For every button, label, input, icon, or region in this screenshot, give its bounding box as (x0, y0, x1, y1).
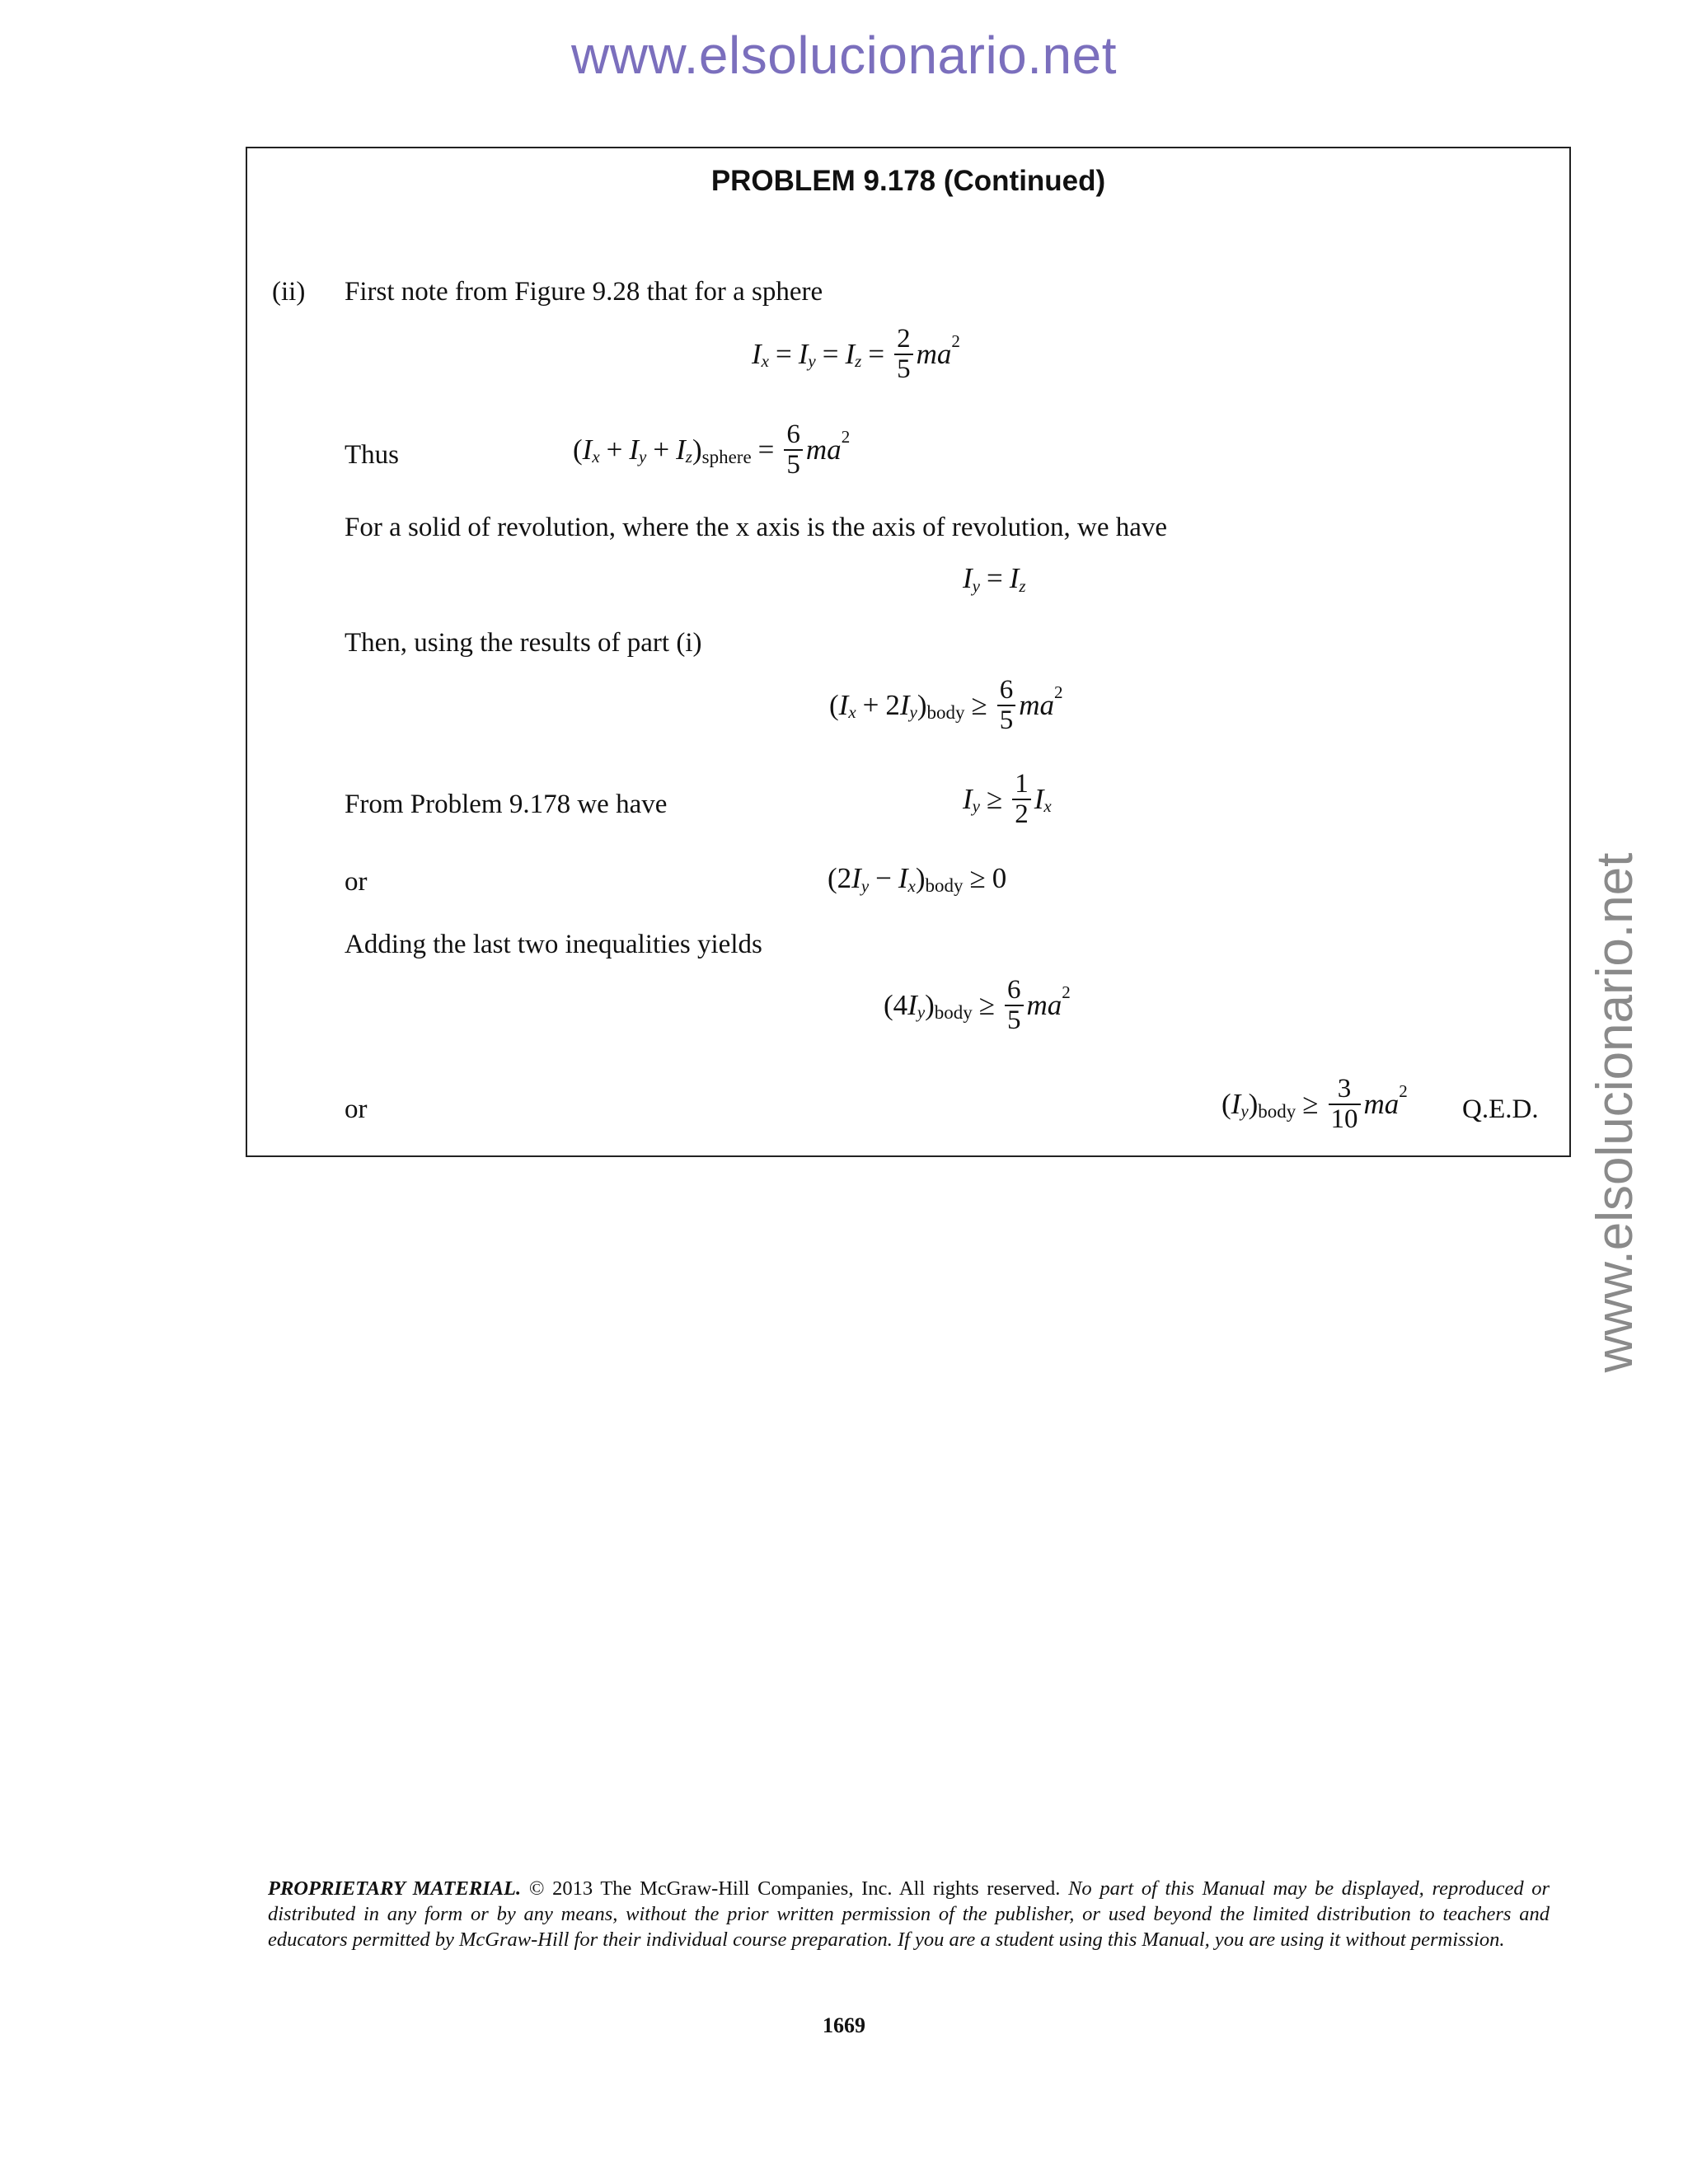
equation-revolution: I y = I z (963, 562, 1026, 596)
watermark-top: www.elsolucionario.net (571, 26, 1117, 85)
intro-text: First note from Figure 9.28 that for a sphere (345, 277, 823, 307)
adding-text: Adding the last two inequalities yields (345, 930, 762, 959)
revolution-text: For a solid of revolution, where the x axis is the axis of revolution, we have (345, 513, 1168, 542)
problem-title: PROBLEM 9.178 (Continued) (710, 165, 1106, 197)
proprietary-label: PROPRIETARY MATERIAL. (268, 1877, 522, 1900)
equation-four-iy: (4 I y ) body ≥ $\frac{6}{5}$ ma 2 (884, 975, 1071, 1035)
solution-box (246, 147, 1571, 1157)
copyright-text: © 2013 The McGraw-Hill Companies, Inc. All rights reserved. (528, 1877, 1061, 1900)
permission-notice: No part of this Manual may be displayed, reproduced or distributed in any form or by any means, without the prior written permission of the publisher, or used beyond the limited distribution to teachers and educators permitted by McGraw-Hill for their individual course preparation. If you are a student using this Manual, you are using it without permission. (268, 1877, 1550, 1951)
equation-sphere-moments: I x = I y = I z = $\frac{2}{5}$ ma 2 (752, 324, 960, 384)
subscript-body-4: body (1258, 1100, 1296, 1122)
thus-label: Thus (345, 440, 399, 470)
or-label-2: or (345, 1094, 368, 1124)
subscript-body-3: body (934, 1001, 973, 1023)
watermark-side: www.elsolucionario.net (1587, 852, 1643, 1373)
subscript-sphere: sphere (701, 446, 752, 467)
subscript-body-1: body (926, 701, 965, 723)
qed-label: Q.E.D. (1462, 1094, 1539, 1124)
equation-iy-bound: I y ≥ $\frac{1}{2}$ I x (963, 769, 1052, 829)
equation-result: ( I y ) body ≥ $\frac{3}{10}$ ma 2 (1221, 1074, 1408, 1134)
equation-rearranged: (2 I y − I x ) body ≥ 0 (828, 862, 1007, 896)
copyright-footer (268, 1876, 1550, 1952)
then-text: Then, using the results of part (i) (345, 628, 702, 658)
or-label-1: or (345, 867, 368, 897)
subscript-body-2: body (925, 875, 964, 896)
from-problem-label: From Problem 9.178 we have (345, 790, 668, 819)
equation-body-sum: ( I x + 2 I y ) body ≥ $\frac{6}{5}$ ma 2 (829, 675, 1063, 735)
equation-sphere-sum: ( I x + I y + I z ) sphere = $\frac{6}{5}$ ma 2 (573, 419, 851, 480)
page-number: 1669 (823, 2013, 865, 2037)
part-label: (ii) (272, 277, 306, 307)
